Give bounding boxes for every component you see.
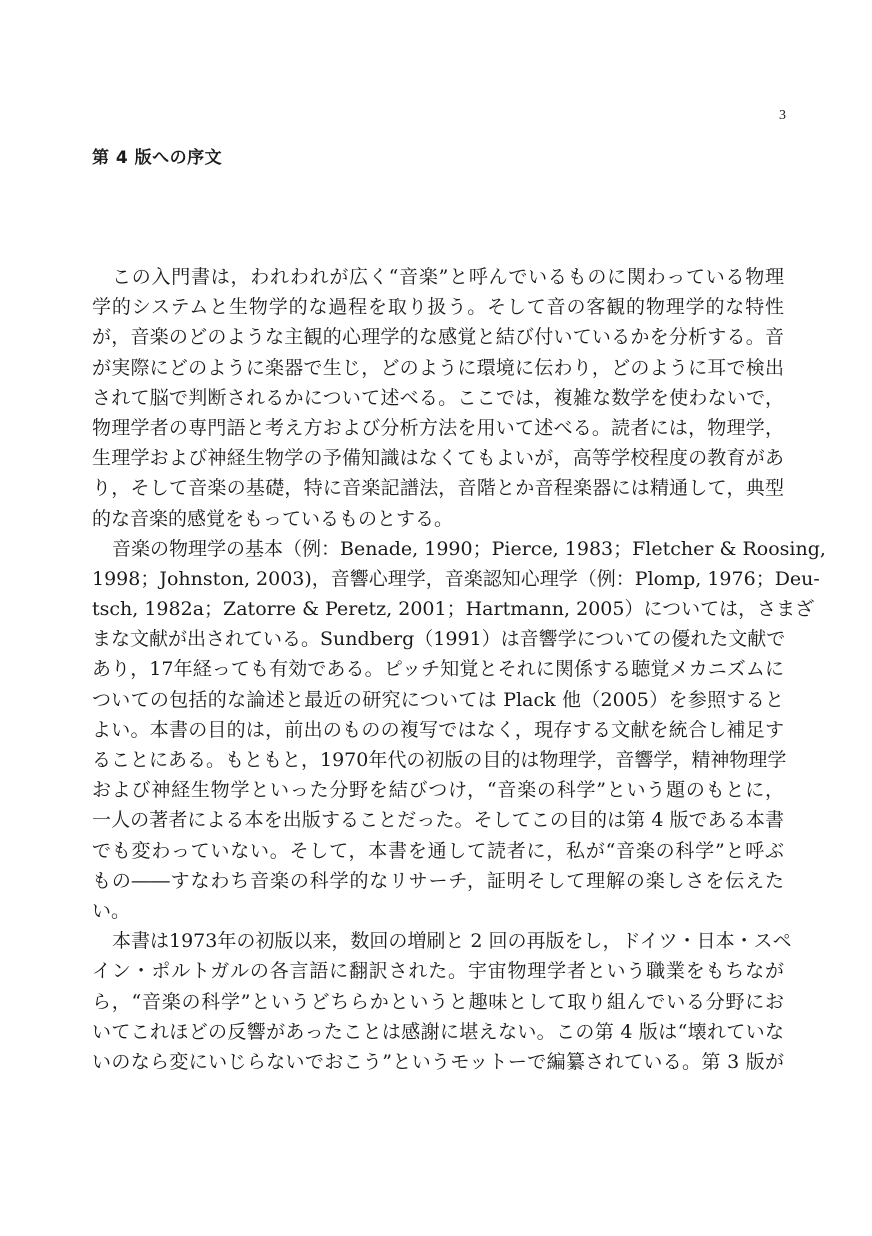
text-line: いてこれほどの反響があったことは感謝に堪えない。この第 4 版は“壊れていな	[92, 1020, 784, 1043]
text-line: 的な音楽的感覚をもっているものとする。	[92, 507, 454, 530]
text-line: ついての包括的な論述と最近の研究については Plack 他（2005）を参照すると	[92, 688, 784, 711]
body-text	[92, 262, 826, 1077]
text-line: り，そして音楽の基礎，特に音楽記譜法，音階とか音程楽器には精通して，典型	[92, 477, 784, 500]
text-line: あり，17年経っても有効である。ピッチ知覚とそれに関係する聴覚メカニズムに	[92, 658, 784, 681]
text-line: および神経生物学といった分野を結びつけ，“音楽の科学”という題のもとに，	[92, 779, 784, 802]
text-line: が，音楽のどのような主観的心理学的な感覚と結び付いているかを分析する。音	[92, 326, 784, 349]
page-number: 3	[779, 108, 786, 123]
text-line: 学的システムと生物学的な過程を取り扱う。そして音の客観的物理学的な特性	[92, 296, 784, 319]
paragraph-1	[92, 262, 784, 534]
text-line: もの――すなわち音楽の科学的なリサーチ，証明そして理解の楽しさを伝えた	[92, 869, 784, 892]
text-line: ら，“音楽の科学”というどちらかというと趣味として取り組んでいる分野にお	[92, 990, 784, 1013]
text-line: 生理学および神経生物学の予備知識はなくてもよいが，高等学校程度の教育があ	[92, 447, 784, 470]
text-line: 本書は1973年の初版以来，数回の増刷と 2 回の再版をし，ドイツ・日本・スペ	[112, 930, 792, 953]
text-line: 音楽の物理学の基本（例：Benade, 1990；Pierce, 1983；Fletcher & Roosing,	[112, 537, 826, 560]
text-line: されて脳で判断されるかについて述べる。ここでは，複雑な数学を使わないで，	[92, 386, 784, 409]
paragraph-3	[92, 926, 792, 1077]
text-line: 一人の著者による本を出版することだった。そしてこの目的は第 4 版である本書	[92, 809, 784, 832]
text-line: いのなら変にいじらないでおこう”というモットーで編纂されている。第 3 版が	[92, 1050, 784, 1073]
text-line: よい。本書の目的は，前出のものの複写ではなく，現存する文献を統合し補足す	[92, 718, 784, 741]
text-line: 1998；Johnston, 2003)，音響心理学，音楽認知心理学（例：Plomp, 1976；Deu-	[92, 567, 820, 590]
text-line: い。	[92, 899, 131, 922]
text-line: ることにある。もともと，1970年代の初版の目的は物理学，音響学，精神物理学	[92, 749, 787, 771]
paragraph-2	[92, 534, 826, 926]
text-line: この入門書は，われわれが広く“音楽”と呼んでいるものに関わっている物理	[112, 266, 784, 288]
text-line: tsch, 1982a；Zatorre & Peretz, 2001；Hartmann, 2005）については，さまざ	[92, 598, 815, 621]
text-line: でも変わっていない。そして，本書を通して読者に，私が“音楽の科学”と呼ぶ	[92, 839, 784, 862]
text-line: 物理学者の専門語と考え方および分析方法を用いて述べる。読者には，物理学，	[92, 416, 784, 439]
text-line: が実際にどのように楽器で生じ，どのように環境に伝わり，どのように耳で検出	[92, 356, 784, 379]
section-heading: 第 4 版への序文	[92, 148, 223, 168]
text-line: イン・ポルトガルの各言語に翻訳された。宇宙物理学者という職業をもちなが	[92, 960, 784, 983]
text-line: まな文献が出されている。Sundberg（1991）は音響学についての優れた文献で	[92, 628, 786, 651]
